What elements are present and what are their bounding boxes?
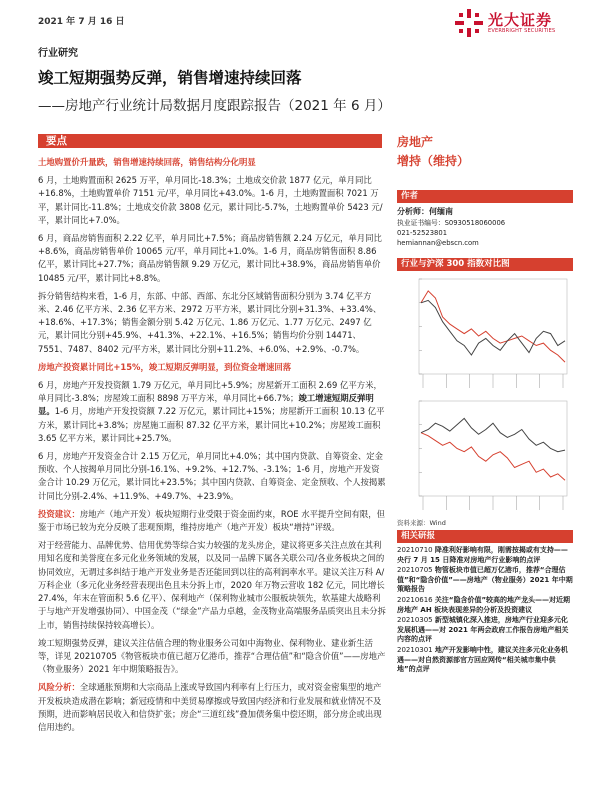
chart-series-line-sector [421,433,565,481]
paragraph-sales-structure: 拆分销售结构来看，1-6 月，东部、中部、西部、东北分区域销售面积分别为 3.74 亿平方米、2.46 亿平方米、2.36 亿平方米、2972 万平方米，累计同比分别+31.3%、+33.4%、+18.6%、+17.3%；销售金额分别 5.42 万亿元、1.86 万亿元、1.77 万亿元、2497 亿元，累计同比分别+45.9%、+41.3%、+22.1%、+16.5%；销售均价分别 14471、7551、7487、8402 元/平方米，累计同比分别+11.2%、+6.0%、+2.9%、-0.7%。 [38,290,382,354]
paragraph-investment [38,379,386,445]
related-reports-list [397,546,573,675]
report-date: 2021 年 7 月 16 日 [38,17,125,27]
paragraph-sales: 6 月，商品房销售面积 2.22 亿平，单月同比+7.5%；商品房销售额 2.24 万亿元，单月同比+8.6%，商品房销售单价 10065 元/平，单月同比+1.0%。1-6 月，商品房销售面积 8.86 亿平，累计同比+27.7%；商品房销售额 9.29 万亿元，累计同比+38.9%，商品房销售单价 10485 元/平，累计同比+8.8%。 [38,233,382,283]
recommendation-label: 投资建议： [38,508,80,519]
analyst-label: 分析师： [397,207,429,216]
rating: 增持（维持） [397,154,470,168]
related-report-date: 20210305 [397,616,435,625]
analyst-license: 执业证书编号：S0930518060006 [397,219,506,227]
chart-series-line-sector [421,291,565,362]
summary-body [38,156,386,739]
chart-heading: 行业与沪深 300 指数对比图 [397,258,573,271]
company-logo [455,8,575,40]
author-heading: 作者 [397,190,573,203]
related-report-title: 降准利好影响有限，刚需按揭或有支持——央行 7 月 15 日降准对房地产行业影响的点评 [397,546,568,564]
related-report-date: 20210301 [397,645,435,654]
related-report-date: 20210616 [397,595,435,604]
related-report-item[interactable] [397,596,573,615]
chart-series-line-index [421,300,565,355]
analyst [397,206,573,218]
related-report-title: 关注“隐含价值”较高的地产龙头——对近期房地产 AH 板块表现差异的分析及投资建议 [397,595,571,614]
report-title: 竣工短期强势反弹，销售增速持续回落 [38,69,302,87]
report-category: 行业研究 [38,48,78,59]
related-report-item[interactable] [397,546,573,565]
related-heading: 相关研报 [397,530,573,543]
completion-highlight: 竣工增速短期反弹明显。 [38,393,374,417]
related-report-title: 物管板块市值已超万亿港币，推荐“合理估值”和“隐含价值”——房地产（物业服务）2021 年中期策略报告 [397,566,573,594]
related-report-item[interactable] [397,566,573,595]
paragraph-funding: 6 月，房地产开发资金合计 2.15 万亿元，单月同比+4.0%；其中国内贷款、自筹资金、定金预收、个人按揭单月同比分别-16.1%、+9.2%、+12.7%、-3.1%；1-6 月，房地产开发资金合计 10.29 万亿元，累计同比+23.5%；其中国内贷款、自筹资金、定金预收、个人按揭累计同比分别-2.4%、+11.9%、+49.7%、+23.9%。 [38,451,386,501]
summary-header-bar [38,134,382,148]
related-report-date: 20210710 [397,546,435,554]
everbright-logo-icon [455,9,483,37]
recommendation-text: 房地产（地产开发）板块短期行业受限于资金面约束，ROE 水平提升空间有限，但鉴于市场已较为充分反映了悲观预期，维持房地产（地产开发）板块“增持”评级。 [38,508,385,533]
chart-plot-frame [419,401,567,496]
chart-plot-frame [419,279,567,374]
related-report-title: 地产开发影响中性，建议关注多元化业务机遇——对自然资源部官方回应网传“相关城市集中供地”的点评 [397,645,568,674]
chart-source: 资料来源：Wind [397,519,446,527]
index-comparison-chart-svg [397,271,573,516]
logo-text-cn: 光大证券 [488,11,553,29]
related-report-item[interactable] [397,646,573,675]
analyst-email: hemiannan@ebscn.com [397,239,479,247]
logo-text-en: EVERBRIGHT SECURITIES [488,28,556,34]
paragraph-property-services: 竣工短期强势反弹，建议关注估值合理的物业服务公司如中海物业、保利物业、建业新生活等，详见 20210705《物管板块市值已超万亿港币，推荐“合理估值”和“隐含价值”——房地产（物业服务）2021 年中期策略报告》。 [38,637,386,675]
analyst-name: 何缅南 [429,207,453,216]
sector-name: 房地产 [397,135,434,149]
risk-label: 风险分析： [38,682,80,693]
investment-text: 6 月，房地产开发投资额 1.79 万亿元，单月同比+5.9%；房屋新开工面积 2.69 亿平方米，单月同比-3.8%；房屋竣工面积 8898 万平方米，单月同比+66.7%； [38,380,382,404]
chart-series-line-index [421,418,565,451]
report-subtitle: ——房地产行业统计局数据月度跟踪报告（2021 年 6 月） [38,98,391,114]
section-heading-land: 土地购置价升量跌，销售增速持续回落，销售结构分化明显 [38,157,256,167]
paragraph-risk [38,681,386,734]
related-report-item[interactable] [397,616,573,645]
paragraph-recommendation [38,508,386,534]
paragraph-land: 6 月，土地购置面积 2625 万平，单月同比-18.3%；土地成交价款 1877 亿元，单月同比+16.8%，土地购置单价 7151 元/平，单月同比+43.0%。1-6 月，土地购置面积 7021 万平，累计同比-11.8%；土地成交价款 3808 亿元，累计同比-5.7%，土地购置单价 5423 元/平，累计同比+7.0%。 [38,175,383,225]
related-report-title: 新型城镇化深入推进，房地产行业迎多元化发展机遇——对 2021 年两会政府工作报告房地产相关内容的点评 [397,616,569,644]
section-heading-investment: 房地产投资累计同比+15%，竣工短期反弹明显，到位资金增速回落 [38,361,292,372]
summary-header-label: 要点 [46,135,67,147]
index-comparison-chart [397,271,573,516]
paragraph-stock-picks: 对于经营能力、品牌优势、信用优势等综合实力较强的龙头房企，建议将更多关注点放在其利用知名度和美誉度在多元化业务领域的发展，以及同一品牌下属各关联公司/各业务板块之间的协同效应，无谓过多纠结于地产开发业务是否还能回到以往的高利润率水平。建议关注万科 A/万科企业（多元化业务经营表现出色且未分拆上市，2020 年万物云营收 182 亿元，同比增长 27.4%，年末在管面积 5.6 亿平）、保利地产（保利物业城市公服板块领先，软基建大战略利于与地产开发增强协同）、中国金茂（“绿金”产品力卓越，金茂物业高端服务品质突出且未分拆上市，销售持续保持较高增长）。 [38,540,386,630]
related-report-date: 20210705 [397,566,435,575]
investment-cumulative-text: 1-6 月，房地产开发投资额 7.22 万亿元，累计同比+15%；房屋新开工面积 10.13 亿平方米，累计同比+3.8%；房屋施工面积 87.32 亿平方米，累计同比+10.2%；房屋竣工面积 3.65 亿平方米，累计同比+25.7%。 [38,406,385,443]
analyst-phone: 021-52523801 [397,229,448,237]
sidebar [397,134,573,676]
risk-text: 全球通胀预期和大宗商品上涨或导致国内利率有上行压力，或对资金密集型的地产开发板块造成潜在影响；新冠疫情和中美贸易摩擦或导致国内经济和行业发展和就业情况不及预期，进而影响居民收入和信贷扩张；房企“三道红线”叠加债务集中偿还期，部分房企或出现信用违约。 [38,682,382,732]
